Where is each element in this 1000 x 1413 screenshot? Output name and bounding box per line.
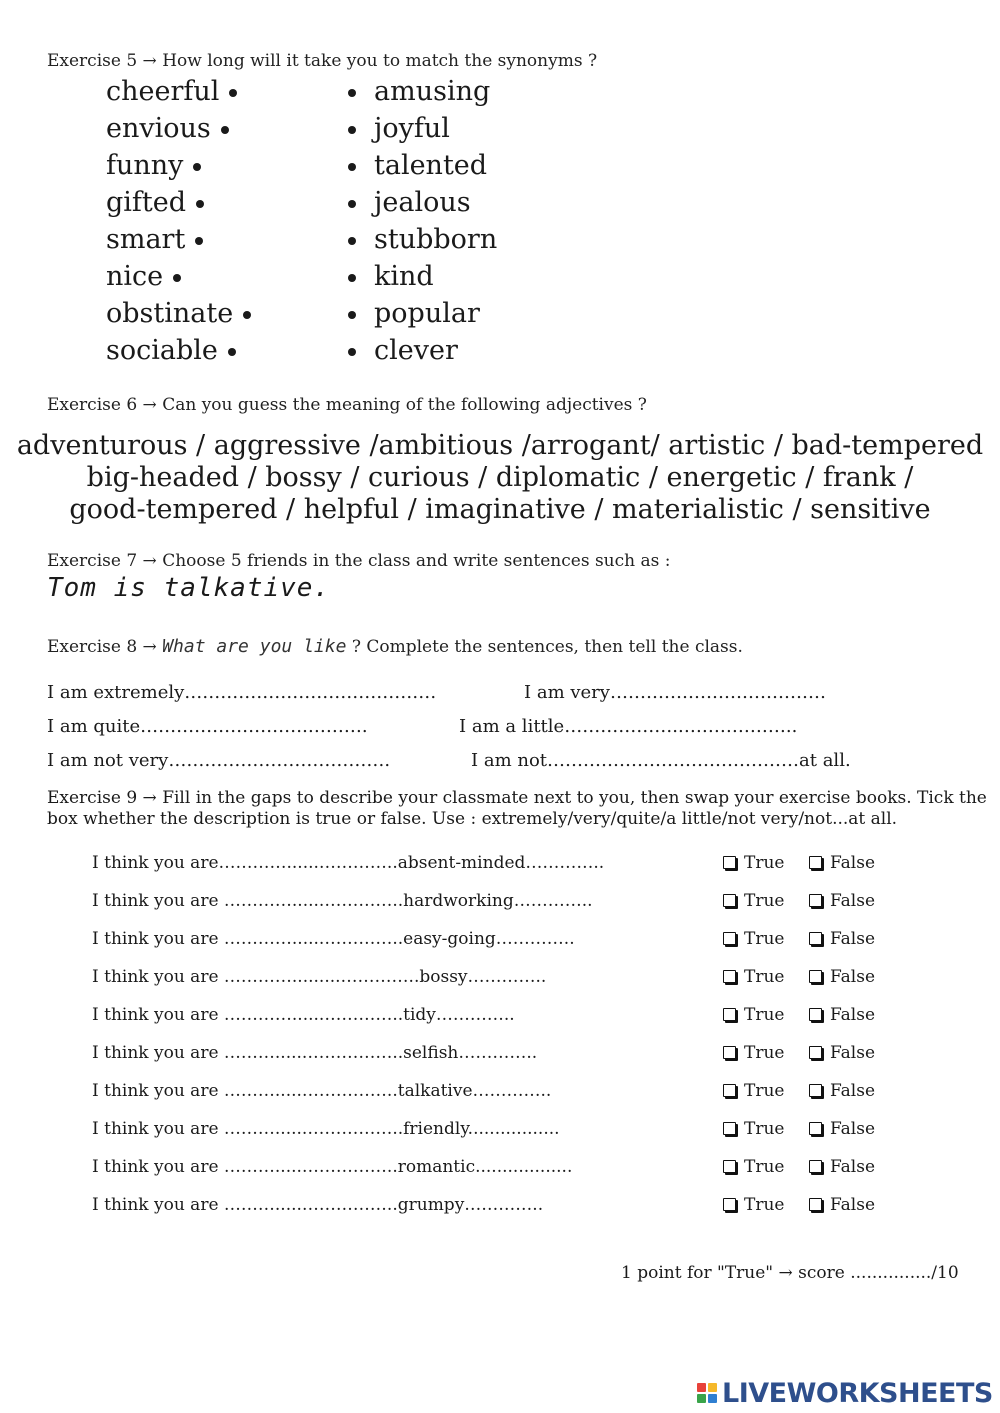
- match-left-word: funny: [106, 150, 184, 181]
- true-label: True: [744, 1005, 785, 1025]
- match-right-word: popular: [374, 298, 480, 329]
- true-label: True: [744, 929, 785, 949]
- true-label: True: [744, 1081, 785, 1101]
- match-right-item[interactable]: [348, 298, 480, 330]
- logo-text: LIVEWORKSHEETS: [722, 1377, 993, 1409]
- false-label: False: [830, 891, 875, 911]
- fill-gap-sentence[interactable]: I think you are …………......…………..easy-going…………..: [92, 929, 575, 949]
- true-option[interactable]: [723, 1005, 784, 1025]
- true-checkbox[interactable]: [723, 894, 736, 907]
- match-dot[interactable]: [196, 200, 204, 208]
- true-label: True: [744, 891, 785, 911]
- false-label: False: [830, 853, 875, 873]
- true-checkbox[interactable]: [723, 1122, 736, 1135]
- match-left-item[interactable]: [106, 335, 236, 367]
- logo-square: [697, 1383, 706, 1392]
- exercise-7-example: Tom is talkative.: [47, 573, 331, 603]
- match-right-item[interactable]: [348, 76, 490, 108]
- false-option[interactable]: [809, 853, 875, 873]
- true-false-row: [92, 1043, 892, 1071]
- match-right-item[interactable]: [348, 113, 450, 145]
- match-left-word: smart: [106, 224, 186, 255]
- true-false-row: [92, 891, 892, 919]
- false-label: False: [830, 1119, 875, 1139]
- true-checkbox[interactable]: [723, 1160, 736, 1173]
- adjective-list-line: adventurous / aggressive /ambitious /arrogant/ artistic / bad-tempered: [16, 430, 984, 461]
- false-checkbox[interactable]: [809, 1084, 822, 1097]
- logo-square: [697, 1394, 706, 1403]
- exercise-8-sentence[interactable]: I am not very……………………………….: [47, 750, 391, 771]
- match-left-item[interactable]: [106, 113, 229, 145]
- true-option[interactable]: [723, 967, 784, 987]
- exercise-8-prefix: Exercise 8 →: [47, 637, 157, 657]
- logo-square: [708, 1383, 717, 1392]
- true-false-row: [92, 1005, 892, 1033]
- exercise-8-sentence[interactable]: I am very………………………………: [524, 682, 826, 703]
- match-left-item[interactable]: [106, 76, 237, 108]
- false-label: False: [830, 929, 875, 949]
- fill-gap-sentence[interactable]: I think you are …………......…………..tidy…………..: [92, 1005, 515, 1025]
- true-checkbox[interactable]: [723, 932, 736, 945]
- exercise-8-instruction: Complete the sentences, then tell the class.: [366, 637, 743, 657]
- false-option[interactable]: [809, 929, 875, 949]
- match-left-word: envious: [106, 113, 211, 144]
- false-checkbox[interactable]: [809, 932, 822, 945]
- match-left-word: nice: [106, 261, 164, 292]
- false-option[interactable]: [809, 1157, 875, 1177]
- fill-gap-sentence[interactable]: I think you are …………......…………..hardworking…………..: [92, 891, 593, 911]
- false-checkbox[interactable]: [809, 1008, 822, 1021]
- false-checkbox[interactable]: [809, 1046, 822, 1059]
- false-label: False: [830, 1043, 875, 1063]
- match-dot[interactable]: [348, 200, 356, 208]
- false-checkbox[interactable]: [809, 1160, 822, 1173]
- fill-gap-sentence[interactable]: I think you are…………......…………..absent-minded…………..: [92, 853, 605, 873]
- match-left-item[interactable]: [106, 298, 251, 330]
- match-right-word: kind: [374, 261, 434, 292]
- logo-square: [708, 1394, 717, 1403]
- false-option[interactable]: [809, 891, 875, 911]
- match-left-item[interactable]: [106, 150, 201, 182]
- match-left-item[interactable]: [106, 261, 181, 293]
- false-option[interactable]: [809, 1043, 875, 1063]
- fill-gap-sentence[interactable]: I think you are ………….........…………..bossy…………..: [92, 967, 547, 987]
- match-dot[interactable]: [228, 348, 236, 356]
- match-right-word: amusing: [374, 76, 491, 107]
- match-dot[interactable]: [348, 126, 356, 134]
- false-checkbox[interactable]: [809, 970, 822, 983]
- match-dot[interactable]: [348, 274, 356, 282]
- true-false-row: [92, 1195, 892, 1223]
- fill-gap-sentence[interactable]: I think you are ……….....……………..romantic..................: [92, 1157, 573, 1177]
- match-left-item[interactable]: [106, 187, 204, 219]
- match-right-item[interactable]: [348, 187, 471, 219]
- logo-mark-icon: [697, 1383, 717, 1403]
- match-left-word: obstinate: [106, 298, 234, 329]
- true-false-row: [92, 1157, 892, 1185]
- exercise-9-instruction-line2: box whether the description is true or false. Use : extremely/very/quite/a little/not very/not...at all.: [47, 809, 898, 829]
- exercise-8-sentence[interactable]: I am extremely……………………………………: [47, 682, 437, 703]
- match-left-item[interactable]: [106, 224, 203, 256]
- fill-gap-sentence[interactable]: I think you are ………......……………..friendly.................: [92, 1119, 560, 1139]
- match-dot[interactable]: [348, 163, 356, 171]
- true-checkbox[interactable]: [723, 856, 736, 869]
- exercise-8-sentence[interactable]: I am quite……………………….……….: [47, 716, 368, 737]
- match-right-item[interactable]: [348, 224, 497, 256]
- exercise-8-qmark: ?: [351, 637, 361, 657]
- exercise-8-sentence[interactable]: I am a little……………….………………..: [459, 716, 798, 737]
- adjective-list-line: good-tempered / helpful / imaginative / materialistic / sensitive: [69, 494, 931, 525]
- true-false-row: [92, 929, 892, 957]
- false-checkbox[interactable]: [809, 1122, 822, 1135]
- false-option[interactable]: [809, 1195, 875, 1215]
- match-dot[interactable]: [193, 163, 201, 171]
- match-right-word: stubborn: [374, 224, 498, 255]
- match-dot[interactable]: [221, 126, 229, 134]
- match-dot[interactable]: [348, 237, 356, 245]
- true-label: True: [744, 1043, 785, 1063]
- true-false-row: [92, 1081, 892, 1109]
- adjective-list-line: big-headed / bossy / curious / diplomatic / energetic / frank /: [86, 462, 914, 493]
- match-right-word: jealous: [374, 187, 471, 218]
- exercise-8-question: What are you like: [162, 636, 347, 657]
- match-right-item[interactable]: [348, 335, 458, 367]
- true-label: True: [744, 853, 785, 873]
- false-option[interactable]: [809, 1005, 875, 1025]
- match-dot[interactable]: [348, 348, 356, 356]
- match-left-word: gifted: [106, 187, 187, 218]
- false-label: False: [830, 1157, 875, 1177]
- match-right-word: joyful: [374, 113, 450, 144]
- true-option[interactable]: [723, 891, 784, 911]
- fill-gap-sentence[interactable]: I think you are ………......……………..selfish…………..: [92, 1043, 538, 1063]
- true-option[interactable]: [723, 1157, 784, 1177]
- true-option[interactable]: [723, 1043, 784, 1063]
- exercise-9-instruction-line1: Exercise 9 → Fill in the gaps to describe your classmate next to you, then swap your exercise books. Tick the: [47, 788, 987, 808]
- match-left-word: cheerful: [106, 76, 220, 107]
- true-checkbox[interactable]: [723, 1198, 736, 1211]
- true-checkbox[interactable]: [723, 1084, 736, 1097]
- true-label: True: [744, 1195, 785, 1215]
- false-label: False: [830, 1081, 875, 1101]
- match-dot[interactable]: [348, 311, 356, 319]
- fill-gap-sentence[interactable]: I think you are ……….....……………..grumpy…………..: [92, 1195, 544, 1215]
- match-right-word: clever: [374, 335, 458, 366]
- false-option[interactable]: [809, 1081, 875, 1101]
- match-dot[interactable]: [229, 89, 237, 97]
- false-option[interactable]: [809, 1119, 875, 1139]
- exercise-8-heading: [47, 636, 743, 657]
- true-option[interactable]: [723, 853, 784, 873]
- true-option[interactable]: [723, 1119, 784, 1139]
- false-label: False: [830, 1195, 875, 1215]
- false-checkbox[interactable]: [809, 856, 822, 869]
- false-label: False: [830, 1005, 875, 1025]
- false-checkbox[interactable]: [809, 894, 822, 907]
- true-label: True: [744, 967, 785, 987]
- true-checkbox[interactable]: [723, 970, 736, 983]
- true-label: True: [744, 1119, 785, 1139]
- match-left-word: sociable: [106, 335, 218, 366]
- true-option[interactable]: [723, 929, 784, 949]
- true-label: True: [744, 1157, 785, 1177]
- true-checkbox[interactable]: [723, 1008, 736, 1021]
- match-dot[interactable]: [173, 274, 181, 282]
- true-checkbox[interactable]: [723, 1046, 736, 1059]
- true-false-row: [92, 853, 892, 881]
- true-option[interactable]: [723, 1081, 784, 1101]
- false-option[interactable]: [809, 967, 875, 987]
- true-false-row: [92, 1119, 892, 1147]
- liveworksheets-logo[interactable]: [697, 1378, 993, 1408]
- true-false-row: [92, 967, 892, 995]
- match-dot[interactable]: [348, 89, 356, 97]
- exercise-6-instruction: Exercise 6 → Can you guess the meaning of the following adjectives ?: [47, 395, 647, 415]
- match-right-item[interactable]: [348, 150, 487, 182]
- score-line: 1 point for "True" → score .............../10: [621, 1263, 959, 1283]
- exercise-5-instruction: Exercise 5 → How long will it take you to match the synonyms ?: [47, 51, 598, 71]
- true-option[interactable]: [723, 1195, 784, 1215]
- exercise-7-instruction: Exercise 7 → Choose 5 friends in the class and write sentences such as :: [47, 551, 671, 571]
- false-checkbox[interactable]: [809, 1198, 822, 1211]
- match-right-item[interactable]: [348, 261, 434, 293]
- match-right-word: talented: [374, 150, 488, 181]
- match-dot[interactable]: [243, 311, 251, 319]
- fill-gap-sentence[interactable]: I think you are ……….....……………..talkative…………..: [92, 1081, 552, 1101]
- match-dot[interactable]: [195, 237, 203, 245]
- exercise-8-sentence[interactable]: I am not……………………………………at all.: [471, 750, 851, 771]
- false-label: False: [830, 967, 875, 987]
